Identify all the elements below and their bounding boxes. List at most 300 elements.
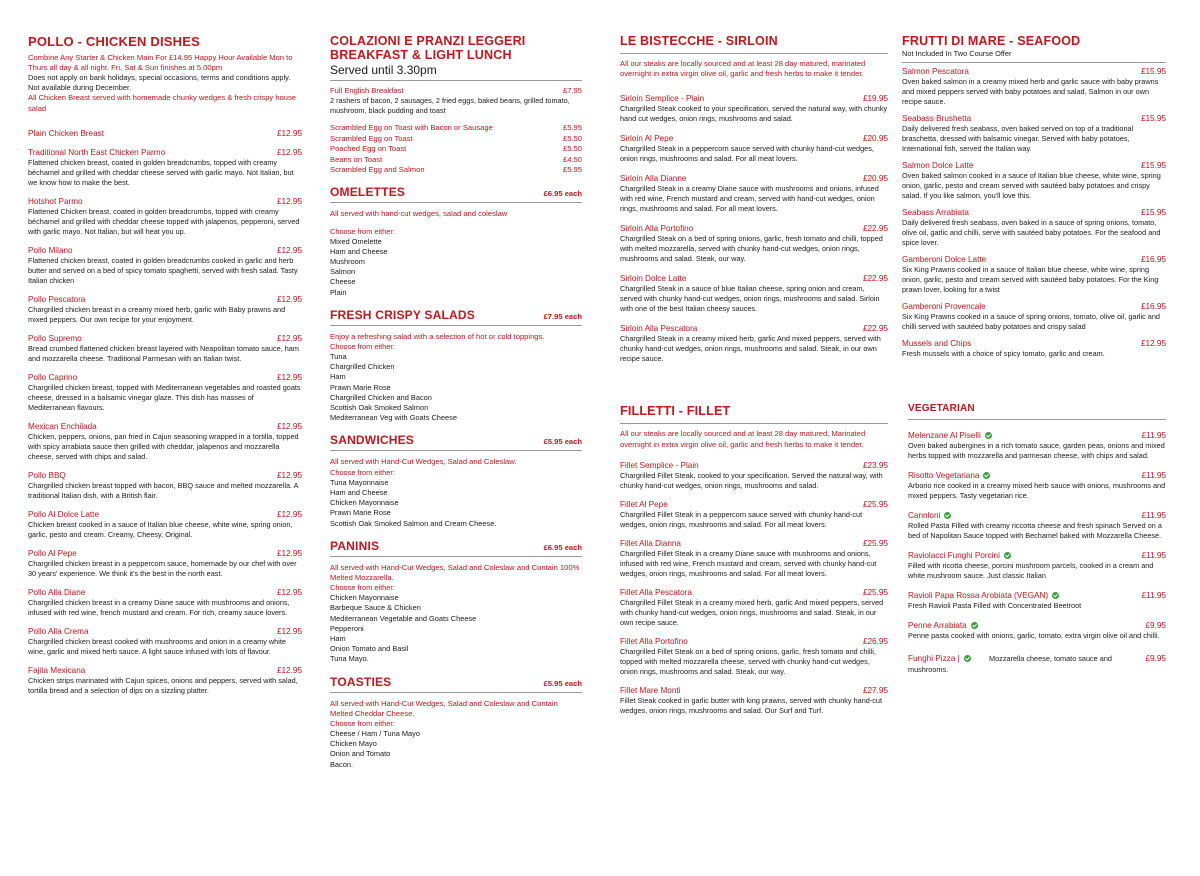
- menu-item-price: £11.95: [1141, 511, 1166, 520]
- menu-item-name: [28, 196, 83, 207]
- menu-item-desc: Chargrilled chicken breast topped with bacon, BBQ sauce and melted mozzarella. A traditional Italian dish, with a British flair.: [28, 480, 299, 500]
- menu-item-head: [908, 430, 1166, 441]
- menu-item-name-text: Ravioli Papa Rossa Arobiata (VEGAN): [908, 591, 1049, 600]
- menu-item-name: [902, 66, 969, 77]
- menu-item-price: £12.95: [276, 509, 302, 519]
- full-english-name: Full English Breakfast: [330, 86, 404, 95]
- fillet-list: [620, 460, 888, 716]
- menu-item-head: [908, 590, 1166, 601]
- menu-item: [620, 636, 888, 677]
- menu-item-desc: Chargrilled Fillet Steak in a creamy mixed herb, garlic And mixed peppers, served with chunky hand-cut wedges, onion rings, mushrooms and salad. Steak, in our own recipe sauce.: [620, 597, 884, 627]
- menu-item-head: [28, 333, 302, 344]
- menu-item-price: £20.95: [862, 134, 888, 144]
- full-english-price: £7.95: [562, 86, 582, 95]
- menu-item-head: [28, 587, 302, 598]
- menu-item-desc: Chargrilled Fillet Steak on a bed of spring onions, garlic, fresh tomato and chilli, topped with melted mozzarella cheese, served with chunky hand-cut wedges, onion rings, mushrooms and salad. Steak, our way.: [620, 646, 876, 676]
- vegetarian-icon: [1052, 592, 1059, 599]
- menu-item-price: £12.95: [276, 245, 302, 255]
- menu-item-price: £16.95: [1140, 302, 1166, 311]
- breakfast-item-price: £4.50: [562, 154, 582, 164]
- menu-item-name-text: Seabass Arrabiata: [902, 208, 969, 217]
- menu-item: [28, 665, 302, 696]
- light-lunch-sections: [330, 185, 582, 769]
- menu-item: [28, 509, 302, 540]
- toasties-title: TOASTIES: [330, 674, 392, 689]
- option-item: Scottish Oak Smoked Salmon: [330, 403, 429, 413]
- menu-item-price: £12.95: [276, 372, 302, 382]
- menu-item-name-text: Salmon Dolce Latte: [902, 161, 974, 170]
- menu-item: [28, 245, 302, 286]
- menu-item-name: [28, 333, 82, 344]
- menu-item-price: £12.95: [276, 333, 302, 343]
- option-item: Mediterranean Vegetable and Goats Cheese: [330, 613, 477, 623]
- menu-item-name-text: Melenzane Al Piselli: [908, 431, 981, 440]
- sandwiches-header: [330, 433, 582, 451]
- menu-item-name: [908, 620, 978, 631]
- menu-item-name: [28, 626, 89, 637]
- menu-item-price: £12.95: [276, 470, 302, 480]
- menu-item-head: [28, 196, 302, 207]
- menu-item-desc: Flattened chicken breast, coated in golden breadcrumbs, topped with creamy béchamel and grilled with cheddar cheese served with garlic mayo. Not Italian, but we know how to make the best.: [28, 157, 294, 187]
- sirloin-list: [620, 93, 888, 364]
- menu-item-name: [620, 499, 668, 510]
- menu-item-name-text: Pollo Al Pepe: [28, 548, 77, 558]
- sirloin-title: LE BISTECCHE - SIRLOIN: [620, 34, 888, 54]
- menu-item-desc: Fresh mussels with a choice of spicy tomato, garlic and cream.: [902, 349, 1105, 358]
- salads-title: FRESH CRISPY SALADS: [330, 307, 475, 322]
- menu-item-head: [620, 273, 888, 284]
- menu-item-name: [620, 133, 673, 144]
- menu-item-name: [28, 548, 77, 559]
- sandwiches-intro: All served with Hand-Cut Wedges, Salad and Coleslaw.: [330, 457, 517, 467]
- menu-item-head: [28, 147, 302, 158]
- omelettes-intro: All served with hand-cut wedges, salad and coleslaw: [330, 209, 508, 219]
- option-item: Cheese / Ham / Tuna Mayo: [330, 728, 420, 738]
- menu-item-desc: Chicken breast cooked in a sauce of Italian blue cheese, white wine, spring onion, garlic, pesto and cream. Creamy, Cheesy, Original.: [28, 519, 293, 539]
- toasties-price: £5.95 each: [543, 678, 582, 688]
- breakfast-item: [330, 134, 582, 144]
- menu-item-desc: Chargrilled chicken breast in a creamy Diane sauce with mushrooms and onions, infused with red wine, french mustard and cream. For rich, creamy sauce lovers.: [28, 597, 290, 617]
- sandwiches-price: £5.95 each: [543, 437, 582, 447]
- menu-item-head: [902, 301, 1166, 312]
- menu-item-head: [902, 207, 1166, 218]
- menu-item-name: [902, 301, 986, 312]
- option-item: Chicken Mayonnaise: [330, 498, 399, 508]
- menu-item-name-text: Fillet Alla Dianna: [620, 538, 681, 548]
- menu-item-name-text: Sirloin Alla Pescatora: [620, 324, 698, 334]
- menu-item-name-text: Pollo Alla Crema: [28, 626, 89, 636]
- vegetarian-list: [902, 430, 1166, 641]
- menu-item-head: [620, 538, 888, 549]
- option-item: Chargrilled Chicken and Bacon: [330, 392, 432, 402]
- menu-item-name-text: Mexican Enchilada: [28, 421, 97, 431]
- paninis-choose: Choose from either:: [330, 583, 395, 593]
- menu-item-name-text: Hotshot Parmo: [28, 196, 83, 206]
- funghi-desc: Mozzarella cheese, tomato sauce and mushrooms.: [908, 654, 1112, 674]
- menu-item-head: [902, 160, 1166, 171]
- option-item: Salmon: [330, 267, 356, 277]
- menu-item-name-text: Plain Chicken Breast: [28, 128, 104, 138]
- menu-item-name: [28, 128, 104, 139]
- menu-item-desc: Chargrilled Fillet Steak in a peppercorn sauce served with chunky hand-cut wedges, onion rings, mushrooms and salad. For all meat lovers.: [620, 509, 863, 529]
- option-item: Chargrilled Chicken: [330, 362, 395, 372]
- option-item: Bacon.: [330, 759, 354, 769]
- menu-item-head: [28, 421, 302, 432]
- vegetarian-icon: [983, 472, 990, 479]
- menu-item-price: £12.95: [276, 147, 302, 157]
- breakfast-item-name: Poached Egg on Toast: [330, 144, 407, 154]
- menu-item-name: [28, 421, 97, 432]
- salads-section: [330, 308, 582, 424]
- menu-item-desc: Oven baked salmon in a creamy mixed herb and garlic sauce with baby prawns and mixed peppers served with baby potatoes and salad. Salmon in our own recipe sauce.: [902, 77, 1159, 106]
- salads-header: [330, 308, 582, 326]
- menu-item-name-text: Pollo Alla Diane: [28, 587, 86, 597]
- omelettes-section: [330, 185, 582, 297]
- menu-item-desc: Flattened chicken breast, coated in golden breadcrumbs cooked in garlic and herb butter and served on a bed of spicy tomato spaghetti, served with fresh salad. Tasty Italian chicken: [28, 255, 298, 285]
- option-item: Chicken Mayo: [330, 739, 377, 749]
- menu-item-name: [902, 113, 971, 124]
- menu-item: [620, 587, 888, 628]
- menu-item-price: £12.95: [276, 548, 302, 558]
- seafood-subtitle: Not Included In Two Course Offer: [902, 49, 1166, 63]
- option-item: Scottish Oak Smoked Salmon and Cream Cheese.: [330, 518, 497, 528]
- menu-item-price: £15.95: [1140, 67, 1166, 76]
- option-item: Ham: [330, 633, 346, 643]
- funghi-pizza: [902, 653, 1166, 675]
- menu-item: [28, 128, 302, 139]
- offer-note-1: Does not apply on bank holidays, special occasions, terms and conditions apply.: [28, 73, 291, 83]
- menu-item: [620, 133, 888, 164]
- menu-item-name-text: Fillet Al Pepe: [620, 499, 668, 509]
- breakfast-item-price: £5.50: [562, 133, 582, 143]
- menu-item-name-text: Sirloin Al Pepe: [620, 134, 674, 144]
- menu-item: [28, 333, 302, 364]
- option-item: Tuna Mayo.: [330, 654, 369, 664]
- menu-item: [620, 223, 888, 264]
- menu-item-desc: Chicken strips marinated with Cajun spices, onions and peppers, served with salad, tortilla bread and a selection of dips on a sizzling platter.: [28, 675, 298, 695]
- chicken-dish-list: [28, 128, 302, 696]
- menu-item-name: [902, 207, 969, 218]
- vegetarian-title: VEGETARIAN: [908, 403, 1166, 420]
- steak-column: [620, 34, 888, 716]
- menu-item-head: [28, 665, 302, 676]
- menu-item-name-text: Pollo Pescatora: [28, 294, 86, 304]
- menu-item: [620, 685, 888, 716]
- menu-item-price: £9.95: [1145, 621, 1166, 630]
- menu-item-name: [902, 160, 973, 171]
- paninis-price: £6.95 each: [543, 542, 582, 552]
- option-item: Mushroom: [330, 257, 365, 267]
- vegetarian-icon: [964, 655, 971, 662]
- breakfast-title-it: COLAZIONI E PRANZI LEGGERI: [330, 34, 526, 48]
- sirloin-intro: All our steaks are locally sourced and at least 28 day matured, marinated overnight in extra virgin olive oil, garlic and fresh herbs to make it tender.: [620, 59, 866, 79]
- menu-item: [28, 470, 302, 501]
- menu-item-price: £25.95: [862, 499, 888, 509]
- menu-item-name: [620, 587, 692, 598]
- menu-item: [28, 548, 302, 579]
- menu-item-name: [620, 636, 688, 647]
- menu-item-price: £12.95: [276, 421, 302, 431]
- menu-item-price: £15.95: [1140, 161, 1166, 170]
- menu-item-desc: Chargrilled chicken breast, topped with Mediterranean vegetables and roasted goats cheese, dressed in a balsamic vinegar glaze. This dish has masses of Mediterranean flavours.: [28, 382, 301, 412]
- menu-item-head: [620, 323, 888, 334]
- menu-item: [28, 421, 302, 462]
- menu-item-price: £23.95: [862, 460, 888, 470]
- menu-item-name: [28, 294, 85, 305]
- menu-item-name-text: Raviolacci Funghi Porcini: [908, 551, 1000, 560]
- salads-choose: Choose from either:: [330, 342, 395, 352]
- menu-item-name: [908, 430, 992, 441]
- menu-item-price: £11.95: [1141, 431, 1166, 440]
- menu-item-head: [620, 93, 888, 104]
- option-item: Ham and Cheese: [330, 246, 388, 256]
- breakfast-title-en: BREAKFAST & LIGHT LUNCH: [330, 48, 512, 62]
- menu-item-desc: Flattened Chicken breast, coated in golden breadcrumbs, topped with creamy béchamel and grilled with cheddar cheese topped with jalapenos, pepperoni, served with garlic mayo. Not Italian, but will heat you up.: [28, 206, 300, 236]
- chicken-title: POLLO - CHICKEN DISHES: [28, 34, 200, 49]
- menu-item-desc: Chargrilled Steak in a creamy mixed herb, garlic And mixed peppers, served with chunky hand-cut wedges, onion rings, mushrooms and salad. Steak, in our own recipe sauce.: [620, 334, 881, 364]
- menu-item-name: [28, 587, 85, 598]
- menu-item-price: £12.95: [1140, 339, 1166, 348]
- menu-item: [28, 294, 302, 325]
- menu-item-head: [902, 254, 1166, 265]
- vegetarian-icon: [971, 622, 978, 629]
- menu-item-desc: Arborio rice cooked in a creamy mixed herb sauce with onions, mushrooms and mixed peppers. Tasty vegetarian rice.: [908, 481, 1166, 500]
- menu-item-price: £20.95: [862, 174, 888, 184]
- menu-item-name-text: Fillet Semplice - Plain: [620, 460, 699, 470]
- menu-item: [902, 160, 1166, 201]
- option-item: Prawn Marie Rose: [330, 508, 391, 518]
- menu-item-desc: Chargrilled Fillet Steak, cooked to your specification. Served the natural way, with chunky hand-cut wedges, onion rings, mushrooms and salad.: [620, 470, 883, 490]
- toasties-options: [330, 729, 582, 770]
- menu-item-head: [620, 499, 888, 510]
- menu-item-price: £22.95: [862, 324, 888, 334]
- menu-item-desc: Penne pasta cooked with onions, garlic, tomato, extra virgin olive oil and chilli.: [908, 631, 1160, 640]
- served-until: Served until 3.30pm: [330, 63, 437, 77]
- menu-item-price: £12.95: [276, 294, 302, 304]
- breakfast-item-price: £5.50: [562, 144, 582, 154]
- toasties-section: [330, 675, 582, 770]
- sandwiches-section: [330, 433, 582, 528]
- salads-intro: Enjoy a refreshing salad with a selection of hot or cold toppings.: [330, 331, 545, 341]
- option-item: Tuna Mayonnaise: [330, 477, 389, 487]
- menu-item-head: [620, 460, 888, 471]
- menu-item-name-text: Fillet Mare Monti: [620, 685, 681, 695]
- menu-item: [908, 550, 1166, 581]
- menu-item-name: [28, 147, 165, 158]
- menu-item-head: [908, 510, 1166, 521]
- menu-item-name: [908, 550, 1011, 561]
- paninis-intro: All served with Hand-Cut Wedges, Salad and Coleslaw and Contain 100% Melted Mozzarella.: [330, 562, 580, 582]
- vegetarian-icon: [944, 512, 951, 519]
- menu-item-head: [28, 372, 302, 383]
- omelettes-choose: Choose from either:: [330, 226, 395, 236]
- offer-text: Combine Any Starter & Chicken Main For £14.95 Happy Hour Available Mon to Thurs all day & all night. Fri, Sat & Sun finishes at 5.00pm: [28, 53, 293, 73]
- option-item: Mixed Omelette: [330, 236, 382, 246]
- menu-item-desc: Chargrilled Steak in a creamy Diane sauce with mushrooms and onions, infused with red wine, French mustard and cream, served with hand-cut wedges, onion rings, mushrooms and salad. For all meat lovers.: [620, 184, 879, 214]
- menu-item-desc: Chargrilled Fillet Steak in a creamy Diane sauce with mushrooms and onions, infused with red wine, French mustard and cream, served with chunky hand-cut wedges, onion rings, mushrooms and salad. For all meat lovers.: [620, 548, 877, 578]
- menu-item-price: £22.95: [862, 274, 888, 284]
- menu-item-name: [908, 470, 990, 481]
- menu-item-price: £16.95: [1140, 255, 1166, 264]
- option-item: Onion Tomato and Basil: [330, 644, 409, 654]
- sandwiches-choose: Choose from either:: [330, 467, 395, 477]
- toasties-intro: All served with Hand-Cut Wedges, Salad and Coleslaw and Contain Melted Cheddar Cheese.: [330, 698, 558, 718]
- menu-item: [620, 460, 888, 491]
- menu-item-desc: Fresh Ravioli Pasta Filled with Concentrated Beetroot: [908, 601, 1082, 610]
- option-item: Ham: [330, 372, 346, 382]
- menu-item-desc: Chicken, peppers, onions, pan fried in Cajun seasoning wrapped in a tortilla, topped with spicy arrabiata sauce then grilled with cheddar, jalapenos and mozzarella cheese, served with chips and salad.: [28, 431, 299, 461]
- menu-item-name: [620, 173, 686, 184]
- menu-item-name-text: Risotto Vegetariana: [908, 471, 980, 480]
- option-item: Prawn Marie Rose: [330, 382, 391, 392]
- menu-item-name-text: Sirloin Dolce Latte: [620, 274, 687, 284]
- menu-item: [28, 372, 302, 413]
- breakfast-item: [330, 144, 582, 154]
- menu-item-price: £19.95: [862, 94, 888, 104]
- menu-item: [28, 587, 302, 618]
- menu-item-name: [28, 509, 99, 520]
- menu-item-name: [28, 665, 85, 676]
- menu-item: [28, 196, 302, 237]
- option-item: Cheese: [330, 277, 356, 287]
- menu-item-price: £25.95: [862, 587, 888, 597]
- menu-item-price: £12.95: [276, 626, 302, 636]
- menu-item-name-text: Sirloin Alla Dianne: [620, 174, 687, 184]
- menu-item-head: [28, 128, 302, 139]
- option-item: Pepperoni: [330, 623, 364, 633]
- menu-item-name: [28, 470, 66, 481]
- menu-item-price: £25.95: [862, 538, 888, 548]
- menu-item-name-text: Seabass Brushetta: [902, 114, 972, 123]
- menu-item-head: [908, 470, 1166, 481]
- omelettes-options: [330, 237, 582, 298]
- menu-item-desc: Oven baked aubergines in a rich tomato sauce, garden peas, onions and mixed herbs topped with mozzarella and parmesan cheese, with chips and salad.: [908, 441, 1165, 460]
- menu-item-desc: Chargrilled Steak on a bed of spring onions, garlic, fresh tomato and chilli, topped with melted mozzarella, served with chunky hand-cut wedges, onion rings, mushrooms and salad. Steak, our way.: [620, 234, 883, 264]
- menu-item-head: [28, 245, 302, 256]
- menu-item-name-text: Sirloin Alla Portofino: [620, 224, 694, 234]
- menu-item: [902, 207, 1166, 248]
- menu-item-price: £22.95: [862, 224, 888, 234]
- option-item: Barbeque Sauce & Chicken: [330, 603, 421, 613]
- toasties-header: [330, 675, 582, 693]
- menu-item-price: £11.95: [1141, 591, 1166, 600]
- menu-item: [902, 338, 1166, 359]
- breakfast-item-name: Scrambled Egg on Toast with Bacon or Sausage: [330, 123, 493, 133]
- fillet-intro: All our steaks are locally sourced and at least 28 day matured, Marinated overnight in extra virgin olive oil, garlic and fresh herbs to make it tender.: [620, 429, 866, 449]
- breakfast-item-name: Scrambled Egg and Salmon: [330, 165, 425, 175]
- paninis-header: [330, 539, 582, 557]
- menu-item-price: £12.95: [276, 665, 302, 675]
- menu-item-price: £11.95: [1141, 551, 1166, 560]
- menu-item-price: £15.95: [1140, 114, 1166, 123]
- seafood-title: FRUTTI DI MARE - SEAFOOD: [902, 34, 1081, 48]
- menu-item-name: [620, 538, 681, 549]
- menu-item-name-text: Traditional North East Chicken Parmo: [28, 147, 166, 157]
- seafood-list: [902, 66, 1166, 359]
- menu-item-name-text: Pollo Al Dolce Latte: [28, 509, 100, 519]
- menu-item-name: [908, 510, 951, 521]
- menu-item-desc: Rolled Pasta Filled with creamy riccotta cheese and fresh spinach Served on a bed of Napolitan Sauce topped with Bechamel baked with Mozzarella Cheese.: [908, 521, 1162, 540]
- salads-price: £7.95 each: [543, 311, 582, 321]
- breakfast-item: [330, 123, 582, 133]
- menu-item-price: £12.95: [276, 128, 302, 138]
- menu-item-price: £15.95: [1140, 208, 1166, 217]
- menu-item-price: £27.95: [862, 685, 888, 695]
- menu-item: [908, 510, 1166, 541]
- menu-item-name: [902, 338, 971, 349]
- menu-item-head: [28, 294, 302, 305]
- breakfast-item-name: Scrambled Egg on Toast: [330, 133, 413, 143]
- vegetarian-icon: [985, 432, 992, 439]
- menu-item: [620, 499, 888, 530]
- menu-item: [902, 66, 1166, 107]
- menu-item-price: £12.95: [276, 196, 302, 206]
- menu-item-price: £12.95: [276, 587, 302, 597]
- breakfast-item: [330, 155, 582, 165]
- omelettes-header: [330, 185, 582, 203]
- breakfast-column: [330, 34, 582, 770]
- menu-item: [620, 93, 888, 124]
- menu-item: [620, 538, 888, 579]
- breakfast-item-price: £5.95: [562, 165, 582, 175]
- menu-item-desc: Daily delivered fresh seabass, oven baked served on top of a traditional braschetta, dressed with balsamic vinegar. Served with baby potatoes, International fish, served the Italian way.: [902, 124, 1134, 153]
- divider: [330, 80, 582, 81]
- menu-item-head: [620, 133, 888, 144]
- menu-item-price: £26.95: [862, 636, 888, 646]
- seafood-column: [902, 34, 1166, 675]
- vegetarian-icon: [1004, 552, 1011, 559]
- menu-item-name: [28, 372, 77, 383]
- menu-item-name: [620, 685, 681, 696]
- menu-item-name-text: Pollo BBQ: [28, 470, 66, 480]
- paninis-section: [330, 539, 582, 665]
- menu-item-head: [28, 470, 302, 481]
- menu-item: [28, 147, 302, 188]
- menu-item-head: [902, 66, 1166, 77]
- menu-item-desc: Chargrilled Steak in a sauce of blue Italian cheese, spring onion and cream, served with chunky hand-cut wedges, onion rings, mushrooms and salad. Sirloin with one of the best Italian cheesy sauces.: [620, 284, 880, 314]
- paninis-title: PANINIS: [330, 538, 380, 553]
- option-item: Tuna: [330, 352, 347, 362]
- funghi-price: £9.95: [1145, 654, 1166, 663]
- omelettes-title: OMELETTES: [330, 185, 406, 200]
- menu-item: [902, 254, 1166, 295]
- menu-item: [620, 273, 888, 314]
- menu-item-head: [28, 626, 302, 637]
- menu-item-name-text: Fillet Alla Pescatora: [620, 587, 692, 597]
- menu-item-name: [908, 590, 1059, 601]
- menu-item-desc: Oven baked salmon cooked in a sauce of Italian blue cheese, white wine, spring onion, garlic, pesto and cream served with sautéed baby potatoes and crispy salad. If you like salmon, you'll love this.: [902, 171, 1161, 200]
- menu-item-name-text: Penne Arrabiata: [908, 621, 967, 630]
- chicken-column: [28, 34, 302, 696]
- menu-item-name: [28, 245, 73, 256]
- funghi-sep: |: [957, 654, 960, 663]
- menu-item-desc: Chargrilled chicken breast cooked with mushrooms and onion in a creamy white wine, garlic and mixed herb sauce. A light sauce infused with lots of flavour.: [28, 636, 286, 656]
- menu-item-head: [902, 338, 1166, 349]
- menu-item-name-text: Gamberoni Dolce Latte: [902, 255, 987, 264]
- menu-item: [28, 626, 302, 657]
- menu-item: [908, 590, 1166, 611]
- full-english-head: [330, 86, 582, 96]
- menu-item-name-text: Pollo Caprino: [28, 372, 78, 382]
- sandwiches-title: SANDWICHES: [330, 433, 415, 448]
- menu-item-head: [620, 636, 888, 647]
- menu-item-name-text: Cannloni: [908, 511, 941, 520]
- menu-item-desc: Daily delivered fresh seabass, oven baked in a sauce of spring onions, tomato, olive oil, garlic and chilli, serve with sautéed baby potatoes. For the seafood and spice lover.: [902, 218, 1161, 247]
- menu-item-name: [620, 93, 704, 104]
- offer-note-2: Not available during December.: [28, 83, 132, 93]
- menu-item-desc: Chargrilled Steak in a peppercorn sauce served with chunky hand-cut wedges, onion rings, mushrooms and salad. For all meat lovers.: [620, 144, 874, 164]
- menu-item-desc: Chargrilled Steak cooked to your specification, served the natural way, with chunky hand cut wedges, onion rings, mushrooms and salad.: [620, 104, 888, 124]
